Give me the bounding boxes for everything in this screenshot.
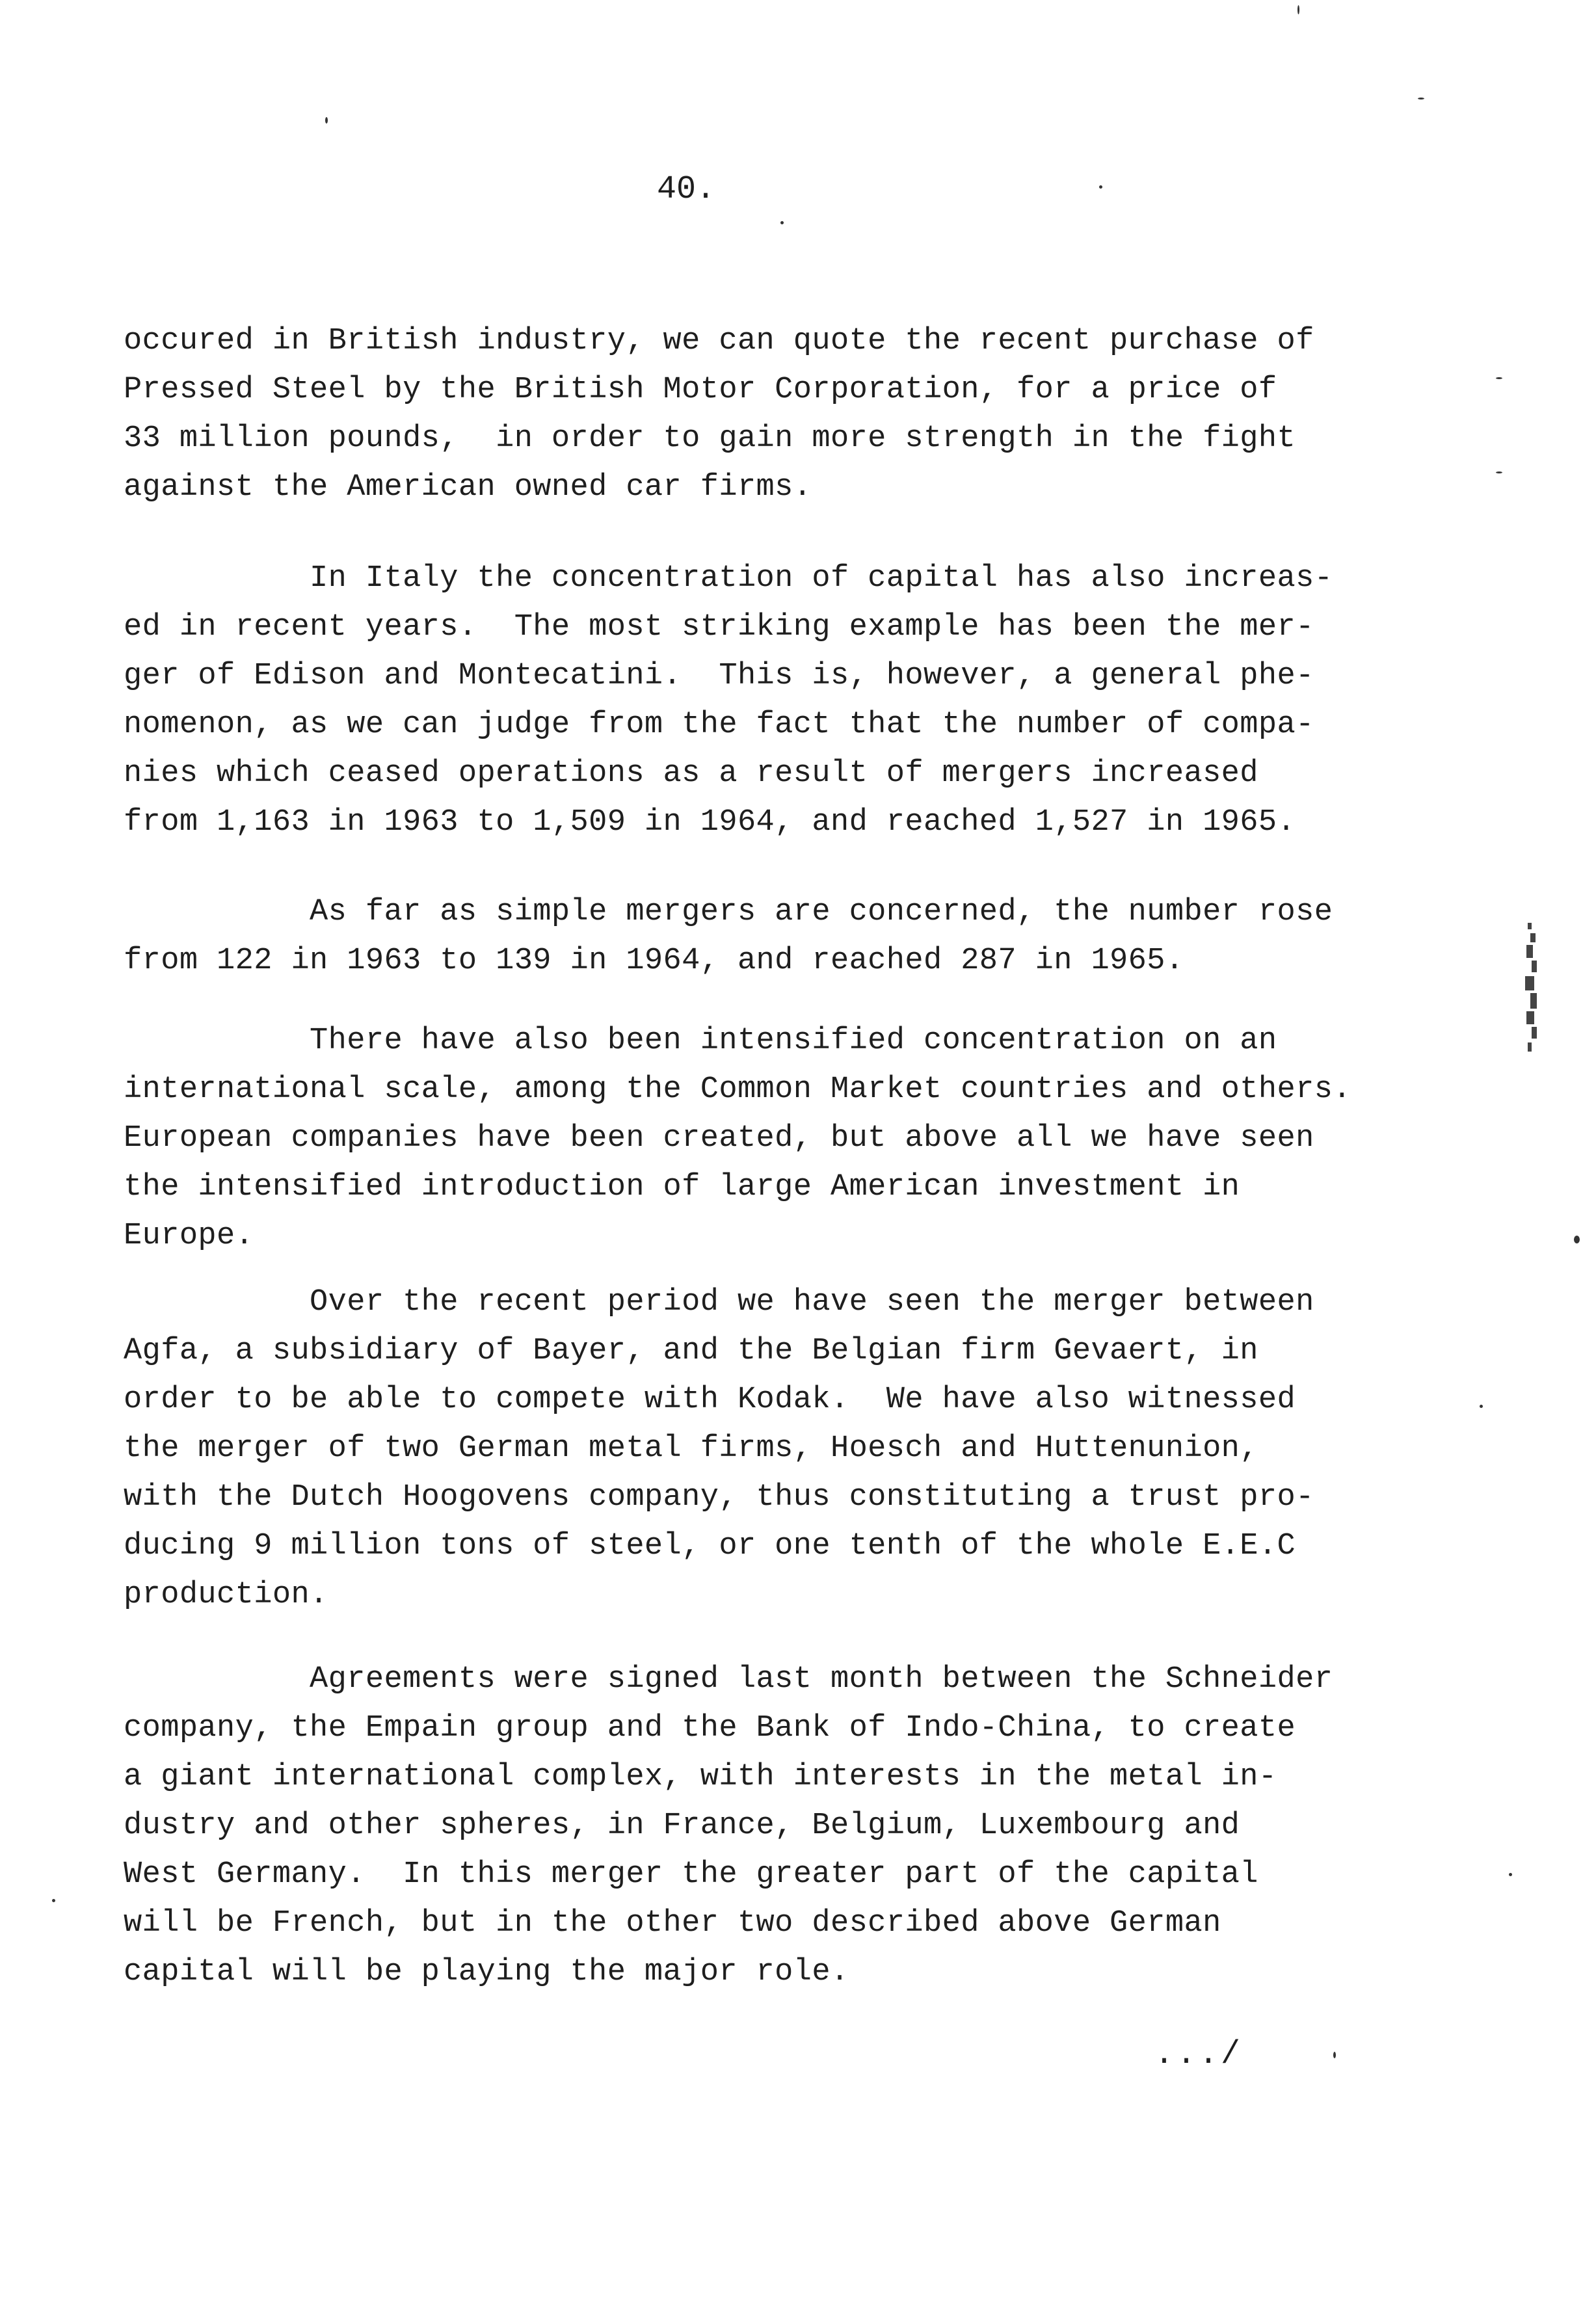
scan-speck	[325, 117, 328, 124]
text-line: As far as simple mergers are concerned, the number rose	[124, 895, 1333, 929]
text-line: Pressed Steel by the British Motor Corporation, for a price of	[124, 373, 1277, 407]
text-line: Agreements were signed last month between the Schneider	[124, 1662, 1333, 1697]
paragraph-2	[124, 554, 1463, 847]
text-line: with the Dutch Hoogovens company, thus constituting a trust pro-	[124, 1480, 1314, 1515]
text-line: 33 million pounds, in order to gain more strength in the fight	[124, 421, 1296, 456]
text-line: against the American owned car firms.	[124, 470, 812, 505]
continuation-mark: .../	[1154, 2036, 1244, 2073]
scan-speck	[1099, 185, 1102, 189]
text-line: There have also been intensified concentration on an	[124, 1024, 1277, 1058]
paragraph-5	[124, 1278, 1463, 1619]
paragraph-6	[124, 1655, 1463, 1996]
text-line: from 122 in 1963 to 139 in 1964, and reached 287 in 1965.	[124, 944, 1184, 978]
text-line: In Italy the concentration of capital has also increas-	[124, 561, 1333, 596]
text-line: company, the Empain group and the Bank of Indo-China, to create	[124, 1711, 1296, 1745]
text-line: ed in recent years. The most striking example has been the mer-	[124, 610, 1314, 644]
text-line: the merger of two German metal firms, Hoesch and Huttenunion,	[124, 1431, 1258, 1466]
text-line: from 1,163 in 1963 to 1,509 in 1964, and reached 1,527 in 1965.	[124, 805, 1296, 840]
scan-speck	[780, 221, 784, 224]
text-line: a giant international complex, with interests in the metal in-	[124, 1760, 1277, 1794]
text-line: international scale, among the Common Market countries and others.	[124, 1072, 1351, 1107]
text-line: European companies have been created, but above all we have seen	[124, 1121, 1314, 1156]
scan-speck	[1333, 2052, 1336, 2058]
text-line: nomenon, as we can judge from the fact that the number of compa-	[124, 708, 1314, 742]
text-line: production.	[124, 1578, 328, 1612]
text-line: Agfa, a subsidiary of Bayer, and the Belgian firm Gevaert, in	[124, 1334, 1258, 1368]
page-number: 40.	[657, 171, 716, 208]
scan-speck	[1574, 1236, 1580, 1243]
scan-speck	[52, 1899, 55, 1902]
text-line: capital will be playing the major role.	[124, 1955, 849, 1989]
paragraph-3	[124, 888, 1463, 985]
text-line: the intensified introduction of large American investment in	[124, 1170, 1240, 1204]
text-line: ducing 9 million tons of steel, or one tenth of the whole E.E.C	[124, 1529, 1296, 1563]
text-line: West Germany. In this merger the greater part of the capital	[124, 1857, 1258, 1892]
scan-noise-graphic	[1519, 920, 1545, 1063]
text-line: Over the recent period we have seen the merger between	[124, 1285, 1314, 1320]
scan-speck	[1496, 377, 1502, 379]
scan-speck	[1496, 471, 1502, 473]
text-line: nies which ceased operations as a result of mergers increased	[124, 756, 1258, 791]
text-line: dustry and other spheres, in France, Belgium, Luxembourg and	[124, 1809, 1240, 1843]
text-line: order to be able to compete with Kodak. We have also witnessed	[124, 1383, 1296, 1417]
text-line: ger of Edison and Montecatini. This is, however, a general phe-	[124, 659, 1314, 693]
text-line: will be French, but in the other two described above German	[124, 1906, 1221, 1941]
scan-speck	[1418, 98, 1424, 99]
paragraph-4	[124, 1016, 1463, 1260]
scan-speck	[1297, 5, 1299, 14]
scan-speck	[1509, 1873, 1512, 1876]
text-line: Europe.	[124, 1219, 254, 1253]
paragraph-1	[124, 317, 1463, 512]
scan-speck	[1480, 1405, 1483, 1408]
text-line: occured in British industry, we can quote the recent purchase of	[124, 324, 1314, 358]
